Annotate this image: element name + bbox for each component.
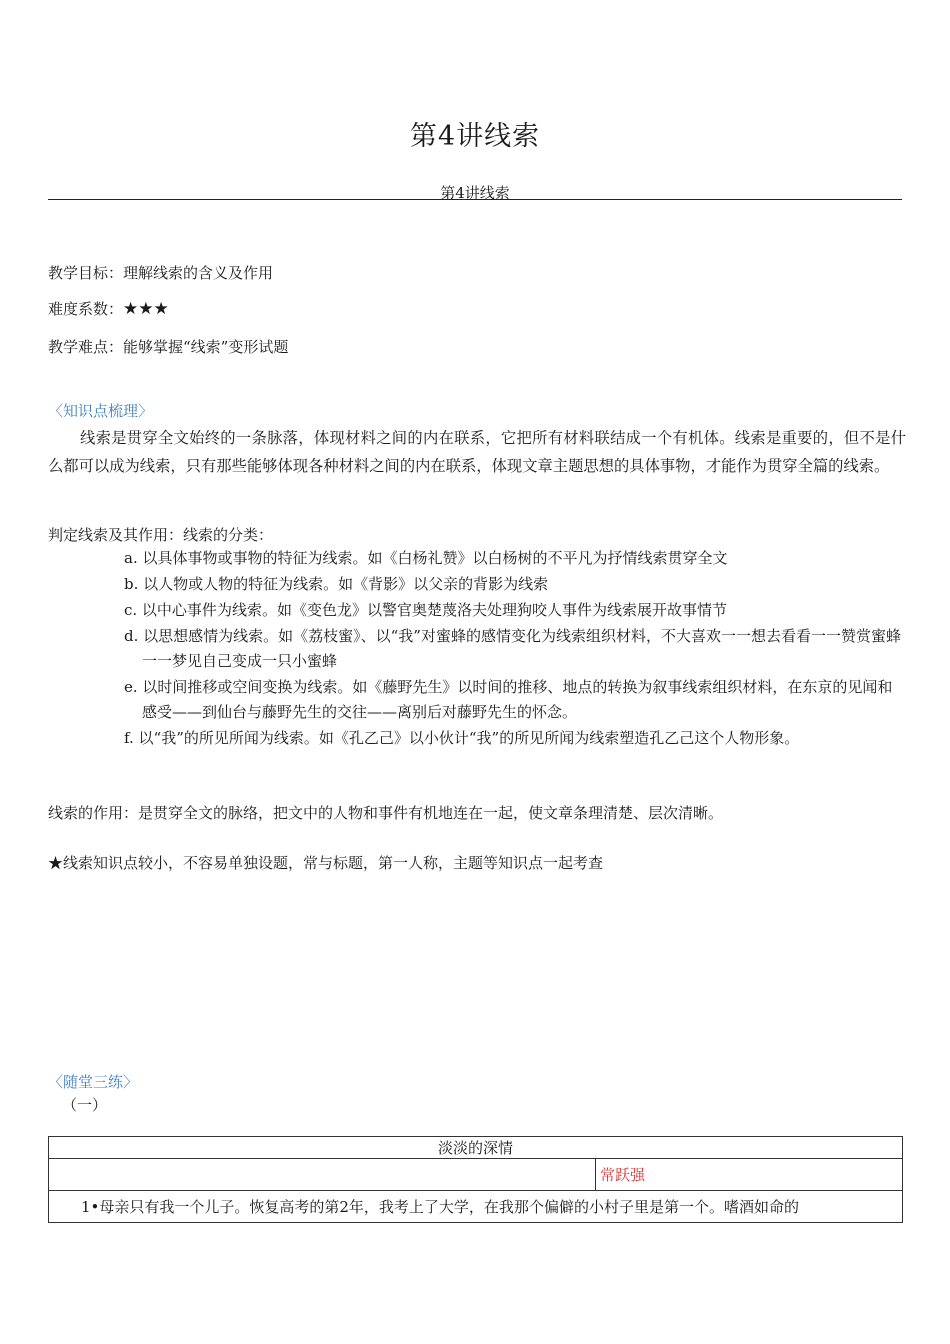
story-author: 常跃强	[596, 1159, 903, 1191]
list-item: f. 以“我”的所见所闻为线索。如《孔乙己》以小伙计“我”的所见所闻为线索塑造孔乙己这个人物形象。	[124, 729, 800, 747]
difficulty-stars: ★★★	[123, 299, 169, 319]
story-table	[48, 1136, 903, 1223]
list-item: d. 以思想感情为线索。如《荔枝蜜》、以“我”对蜜蜂的感情变化为线索组织材料，不大喜欢一一想去看看一一赞赏蜜蜂一一梦见自己变成一只小蜜蜂	[124, 627, 901, 670]
star-note: ★线索知识点较小，不容易单独设题，常与标题，第一人称，主题等知识点一起考查	[48, 854, 604, 872]
list-item: b. 以人物或人物的特征为线索。如《背影》以父亲的背影为线索	[124, 575, 549, 593]
header-rule	[48, 199, 902, 200]
teaching-key-point: 教学难点：能够掌握“线索”变形试题	[48, 338, 289, 356]
section-number: （一）	[62, 1096, 108, 1114]
knowledge-heading: 〈知识点梳理〉	[48, 402, 154, 420]
practice-heading: 〈随堂三练〉	[48, 1073, 139, 1091]
page-title: 第4讲线索	[409, 121, 541, 152]
list-item: e. 以时间推移或空间变换为线索。如《藤野先生》以时间的推移、地点的转换为叙事线索组织材料，在东京的见闻和感受——到仙台与藤野先生的交往——离别后对藤野先生的怀念。	[124, 678, 893, 721]
list-item: a. 以具体事物或事物的特征为线索。如《白杨礼赞》以白杨树的不平凡为抒情线索贯穿全文	[124, 549, 728, 567]
clue-type-list	[124, 546, 904, 752]
teaching-goal: 教学目标：理解线索的含义及作用	[48, 264, 274, 282]
difficulty-label: 难度系数：	[48, 300, 124, 318]
empty-cell	[49, 1159, 596, 1191]
list-item: c. 以中心事件为线索。如《变色龙》以警官奥楚蔑洛夫处理狗咬人事件为线索展开故事情节	[124, 601, 727, 619]
clue-function: 线索的作用：是贯穿全文的脉络，把文中的人物和事件有机地连在一起，使文章条理清楚、层次清晰。	[48, 804, 724, 822]
classification-intro: 判定线索及其作用：线索的分类：	[48, 526, 274, 544]
knowledge-paragraph: 线索是贯穿全文始终的一条脉落，体现材料之间的内在联系，它把所有材料联结成一个有机体。线索是重要的，但不是什么都可以成为线索，只有那些能够体现各种材料之间的内在联系，体现文章主题思想的具体事物，才能作为贯穿全篇的线索。	[48, 429, 906, 475]
story-first-line: 1•母亲只有我一个儿子。恢复高考的第2年，我考上了大学，在我那个偏僻的小村子里是第一个。嗜酒如命的	[49, 1191, 903, 1223]
story-title: 淡淡的深情	[49, 1137, 903, 1159]
running-header: 第4讲线索	[440, 184, 510, 202]
difficulty-row	[48, 298, 169, 319]
